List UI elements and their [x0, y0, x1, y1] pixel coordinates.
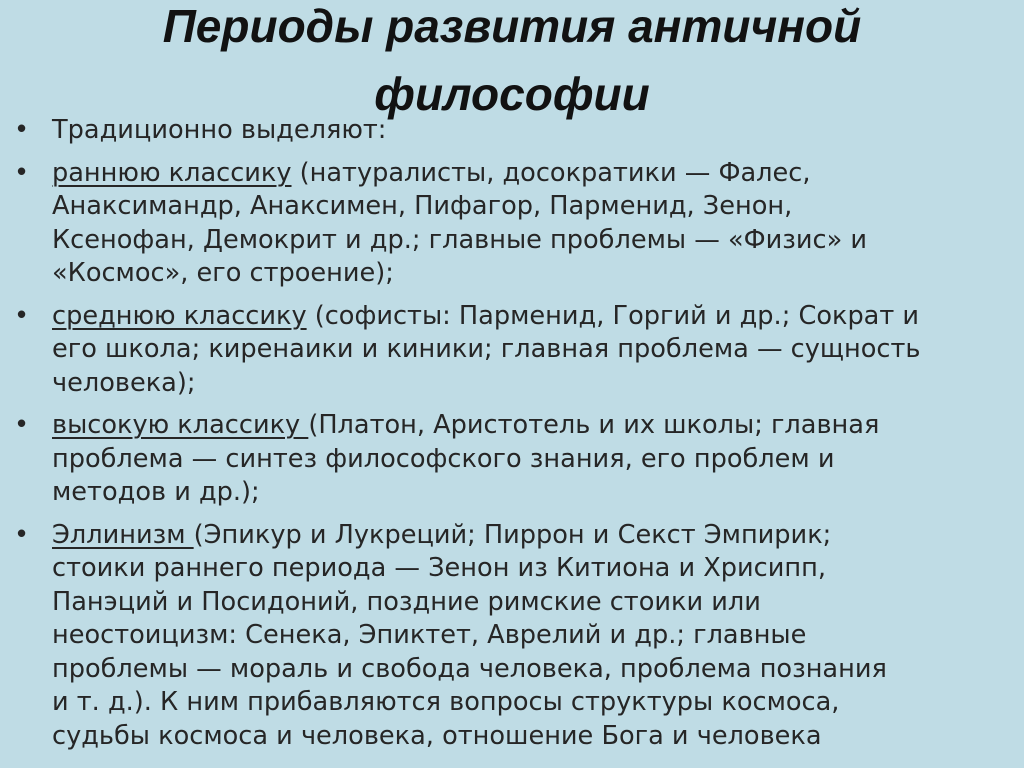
- bullet-icon: •: [14, 157, 30, 188]
- text-line: [52, 300, 1014, 334]
- line-text: Анаксимандр, Анаксимен, Пифагор, Парменид, Зенон,: [52, 191, 793, 221]
- line-text: его школа; киренаики и киники; главная проблема — сущность: [52, 334, 921, 364]
- underlined-term: среднюю классику: [52, 300, 307, 331]
- line-text: (Эпикур и Лукреций; Пиррон и Секст Эмпирик;: [193, 519, 832, 550]
- text-line: [52, 157, 1014, 191]
- list-item-hellenism: [14, 519, 1014, 754]
- line-text: проблема — синтез философского знания, его проблем и: [52, 443, 835, 474]
- bullet-icon: •: [14, 300, 30, 331]
- text-line: [52, 519, 1014, 553]
- line-text: Панэций и Посидоний, поздние римские стоики или: [52, 586, 761, 617]
- list-item-intro: [14, 114, 1014, 148]
- text-line: [52, 720, 1014, 754]
- text-line: [52, 443, 1014, 477]
- line-text: Ксенофан, Демокрит и др.; главные проблемы — «Физис» и: [52, 224, 868, 255]
- line-text: стоики раннего периода — Зенон из Китиона и Хрисипп,: [52, 553, 826, 583]
- line-text: судьбы космоса и человека, отношение Бога и человека: [52, 720, 822, 751]
- text-line: [52, 257, 1014, 291]
- line-text: и т. д.). К ним прибавляются вопросы структуры космоса,: [52, 687, 840, 717]
- line-text: проблемы — мораль и свобода человека, проблема познания: [52, 653, 887, 684]
- text-line: [52, 686, 1014, 720]
- text-line: [52, 476, 1014, 510]
- list-item-early-classic: [14, 157, 1014, 291]
- text-line: [52, 586, 1014, 620]
- underlined-term: Эллинизм: [52, 519, 194, 550]
- line-text: неостоицизм: Сенека, Эпиктет, Аврелий и др.; главные: [52, 620, 807, 650]
- page-title: [0, 0, 1024, 128]
- text-line: [52, 619, 1014, 653]
- line-text: «Космос», его строение);: [52, 258, 394, 288]
- line-text: (софисты: Парменид, Горгий и др.; Сократ и: [306, 300, 920, 331]
- underlined-term: высокую классику: [52, 410, 309, 440]
- bullet-list: [14, 114, 1014, 762]
- title-line-1: Периоды развития античной: [162, 0, 862, 52]
- underlined-term: раннюю классику: [52, 157, 292, 188]
- text-line: [52, 409, 1014, 443]
- list-item-middle-classic: [14, 300, 1014, 401]
- line-text: Традиционно выделяют:: [52, 115, 387, 145]
- line-text: методов и др.);: [52, 477, 260, 507]
- text-line: [52, 114, 1014, 148]
- title-line-2: философии: [374, 68, 650, 120]
- bullet-icon: •: [14, 115, 30, 145]
- line-text: (Платон, Аристотель и их школы; главная: [308, 410, 880, 440]
- bullet-icon: •: [14, 410, 30, 440]
- list-item-high-classic: [14, 409, 1014, 510]
- line-text: человека);: [52, 367, 196, 398]
- text-line: [52, 224, 1014, 258]
- bullet-icon: •: [14, 519, 30, 550]
- text-line: [52, 367, 1014, 401]
- text-line: [52, 653, 1014, 687]
- text-line: [52, 333, 1014, 367]
- line-text: (натуралисты, досократики — Фалес,: [291, 157, 811, 188]
- text-line: [52, 190, 1014, 224]
- text-line: [52, 552, 1014, 586]
